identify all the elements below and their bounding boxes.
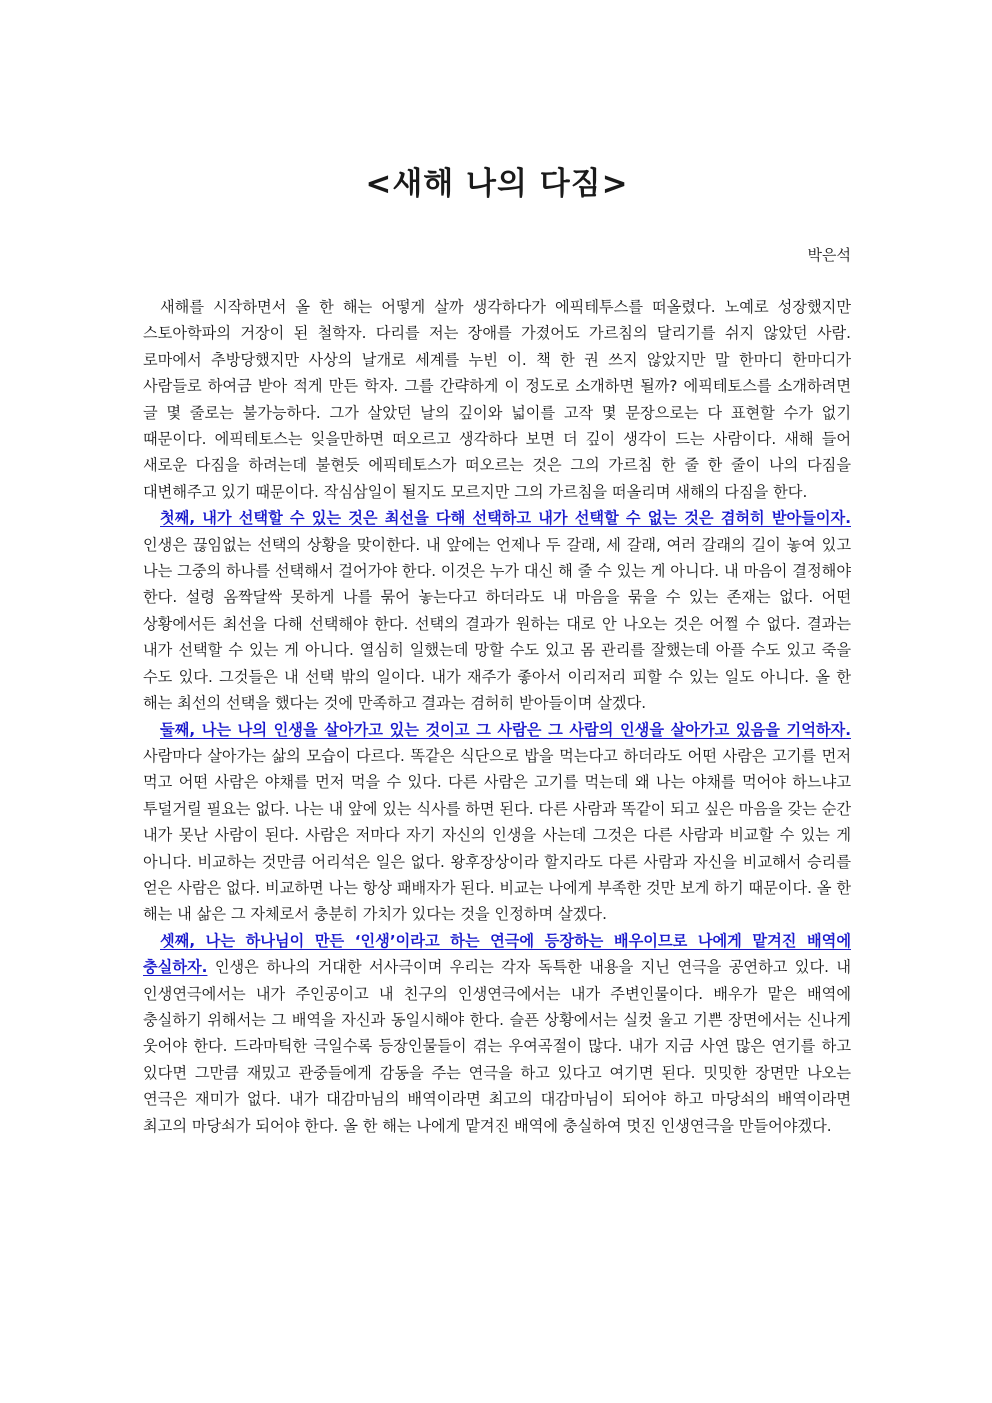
point-text-3: 인생은 하나의 거대한 서사극이며 우리는 각자 독특한 내용을 지닌 연극을 공연하고 있다. 내 인생연극에서는 내가 주인공이고 내 친구의 인생연극에서는 내가 주변인물이다. 배우가 맡은 배역에 충실하기 위해서는 그 배역을 자신과 동일시해야 한다. 슬픈 상황에서는 실컷 울고 기쁜 장면에서는 신나게 웃어야 한다. 드라마틱한 극일수록 등장인물들이 겪는 우여곡절이 많다. 내가 지금 사연 많은 연기를 하고 있다면 그만큼 재밌고 관중들에게 감동을 주는 연극을 하고 있다고 여기면 된다. 밋밋한 장면만 나오는 연극은 재미가 없다. 내가 대감마님의 배역이라면 최고의 대감마님이 되어야 하고 마당쇠의 배역이라면 최고의 마당쇠가 되어야 한다. 올 한 해는 나에게 맡겨진 배역에 충실하여 멋진 인생연극을 만들어야겠다. <box>143 958 851 1135</box>
point-text-2: 사람마다 살아가는 삶의 모습이 다르다. 똑같은 식단으로 밥을 먹는다고 하더라도 어떤 사람은 고기를 먼저 먹고 어떤 사람은 야채를 먼저 먹을 수 있다. 다른 사람은 고기를 먹는데 왜 나는 야채를 먹어야 하느냐고 투덜거릴 필요는 없다. 나는 내 앞에 있는 식사를 하면 된다. 다른 사람과 똑같이 되고 싶은 마음을 갖는 순간 내가 못난 사람이 된다. 사람은 저마다 자기 자신의 인생을 사는데 그것은 다른 사람과 비교할 수 있는 게 아니다. 비교하는 것만큼 어리석은 일은 없다. 왕후장상이라 할지라도 다른 사람과 자신을 비교해서 승리를 얻은 사람은 없다. 비교하면 나는 항상 패배자가 된다. 비교는 나에게 부족한 것만 보게 하기 때문이다. 올 한 해는 내 삶은 그 자체로서 충분히 가치가 있다는 것을 인정하며 살겠다. <box>143 746 851 924</box>
intro-paragraph: 새해를 시작하면서 올 한 해는 어떻게 살까 생각하다가 에픽테투스를 떠올렸다. 노예로 성장했지만 스토아학파의 거장이 된 철학자. 다리를 저는 장애를 가졌어도 가르침의 달리기를 쉬지 않았던 사람. 로마에서 추방당했지만 사상의 날개로 세계를 누빈 이. 책 한 권 쓰지 않았지만 말 한마디 한마디가 사람들로 하여금 받아 적게 만든 학자. 그를 간략하게 이 정도로 소개하면 될까? 에픽테토스를 소개하려면 글 몇 줄로는 불가능하다. 그가 살았던 날의 깊이와 넓이를 고작 몇 문장으로는 다 표현할 수가 없기 때문이다. 에픽테토스는 잊을만하면 떠오르고 생각하다 보면 더 깊이 생각이 드는 사람이다. 새해 들어 새로운 다짐을 하려는데 불현듯 에픽테토스가 떠오르는 것은 그의 가르침 한 줄 한 줄이 나의 다짐을 대변해주고 있기 때문이다. 작심삼일이 될지도 모르지만 그의 가르침을 떠올리며 새해의 다짐을 한다. <box>143 298 851 501</box>
point-paragraph-3 <box>143 928 851 1139</box>
point-heading-2: 둘째, 나는 나의 인생을 살아가고 있는 것이고 그 사람은 그 사람의 인생을 살아가고 있음을 기억하자. <box>160 720 851 739</box>
point-heading-3: 셋째, 나는 하나님이 만든 ‘인생’이라고 하는 연극에 등장하는 배우이므로 나에게 맡겨진 배역에 충실하자. <box>143 931 851 977</box>
point-paragraph-1 <box>143 505 851 716</box>
point-paragraph-2 <box>143 717 851 928</box>
point-text-1: 인생은 끊임없는 선택의 상황을 맞이한다. 내 앞에는 언제나 두 갈래, 세 갈래, 여러 갈래의 길이 놓여 있고 나는 그중의 하나를 선택해서 걸어가야 한다. 이것은 누가 대신 해 줄 수 있는 게 아니다. 내 마음이 결정해야 한다. 설령 옴짝달싹 못하게 나를 묶어 놓는다고 하더라도 내 마음을 묶을 수 있는 존재는 없다. 어떤 상황에서든 최선을 다해 선택해야 한다. 선택의 결과가 원하는 대로 안 나오는 것은 어쩔 수 없다. 결과는 내가 선택할 수 있는 게 아니다. 열심히 일했는데 망할 수도 있고 몸 관리를 잘했는데 아플 수도 있고 죽을 수도 있다. 그것들은 내 선택 밖의 일이다. 내가 재주가 좋아서 이리저리 피할 수 있는 일도 아니다. 올 한 해는 최선의 선택을 했다는 것에 만족하고 결과는 겸허히 받아들이며 살겠다. <box>143 535 851 713</box>
author-name: 박은석 <box>807 246 851 264</box>
point-heading-1: 첫째, 내가 선택할 수 있는 것은 최선을 다해 선택하고 내가 선택할 수 없는 것은 겸허히 받아들이자. <box>160 509 851 528</box>
document-title: <새해 나의 다짐> <box>365 166 629 202</box>
document-body <box>143 294 851 1139</box>
